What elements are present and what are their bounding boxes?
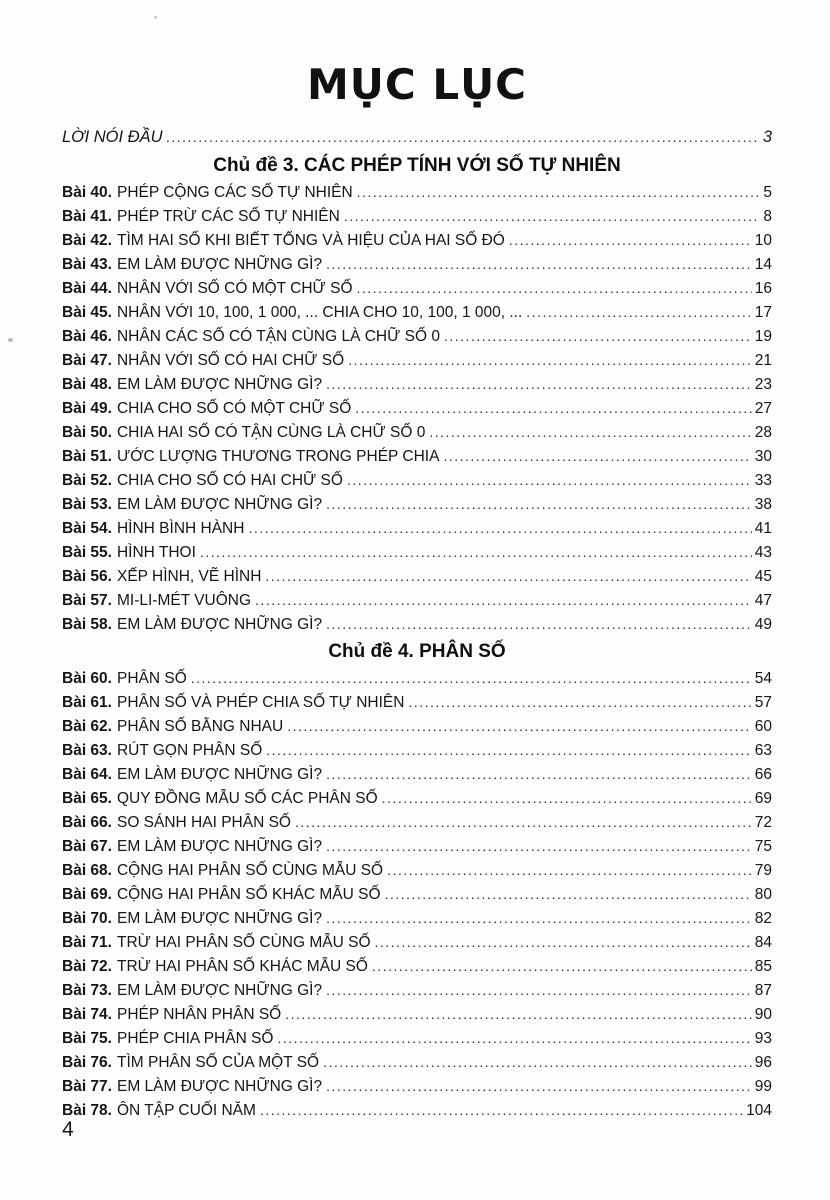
section-entries [62, 666, 772, 1122]
entry-number: Bài 62. [62, 718, 112, 735]
toc-entry-row [62, 468, 772, 492]
page-number: 19 [754, 328, 772, 345]
toc-entry-row [62, 906, 772, 930]
dot-leader [326, 834, 752, 858]
entry-title: EM LÀM ĐƯỢC NHỮNG GÌ? [116, 766, 323, 783]
page-number: 49 [754, 616, 772, 633]
toc-entry-row [62, 372, 772, 396]
entry-title: PHÂN SỐ BẰNG NHAU [116, 718, 284, 735]
entry-title: PHÂN SỐ VÀ PHÉP CHIA SỐ TỰ NHIÊN [116, 694, 405, 711]
folio-page-number: 4 [62, 1118, 74, 1141]
section-heading: Chủ đề 4. PHÂN SỐ [328, 641, 506, 662]
dot-leader [191, 666, 752, 690]
page-number: 72 [754, 814, 772, 831]
page-number: 27 [754, 400, 772, 417]
dot-leader [326, 612, 752, 636]
dot-leader [323, 1050, 752, 1074]
entry-number: Bài 72. [62, 958, 112, 975]
entry-number: Bài 61. [62, 694, 112, 711]
entry-title: EM LÀM ĐƯỢC NHỮNG GÌ? [116, 910, 323, 927]
preface-label: LỜI NÓI ĐẦU [62, 128, 163, 146]
page-number: 60 [754, 718, 772, 735]
entry-title: TRỪ HAI PHÂN SỐ KHÁC MẪU SỐ [116, 958, 368, 975]
dot-leader [326, 372, 752, 396]
entry-number: Bài 66. [62, 814, 112, 831]
toc-entry-row [62, 276, 772, 300]
dot-leader [326, 978, 752, 1002]
toc-entry-row [62, 666, 772, 690]
page-number: 5 [763, 184, 772, 201]
page-number: 79 [754, 862, 772, 879]
page-number: 3 [762, 128, 772, 146]
dot-leader [429, 420, 751, 444]
entry-number: Bài 56. [62, 568, 112, 585]
entry-title: TÌM HAI SỐ KHI BIẾT TỔNG VÀ HIỆU CỦA HAI SỐ ĐÓ [116, 232, 505, 249]
entry-number: Bài 53. [62, 496, 112, 513]
toc-section-2 [62, 638, 772, 1122]
entry-title: EM LÀM ĐƯỢC NHỮNG GÌ? [116, 256, 323, 273]
toc-entry-row [62, 1002, 772, 1026]
toc-entry-row [62, 612, 772, 636]
entry-number: Bài 40. [62, 184, 112, 201]
page-number: 57 [754, 694, 772, 711]
page-number: 90 [754, 1006, 772, 1023]
dot-leader [295, 810, 752, 834]
entry-number: Bài 64. [62, 766, 112, 783]
entry-title: EM LÀM ĐƯỢC NHỮNG GÌ? [116, 376, 323, 393]
entry-number: Bài 51. [62, 448, 112, 465]
entry-number: Bài 76. [62, 1054, 112, 1071]
dot-leader [200, 540, 752, 564]
entry-title: TÌM PHÂN SỐ CỦA MỘT SỐ [116, 1054, 320, 1071]
dot-leader [372, 954, 752, 978]
entry-title: SO SÁNH HAI PHÂN SỐ [116, 814, 291, 831]
dot-leader [277, 1026, 751, 1050]
dot-leader [167, 124, 760, 150]
toc-entry-row [62, 834, 772, 858]
dot-leader [260, 1098, 743, 1122]
preface-row [62, 124, 772, 150]
page-number: 43 [754, 544, 772, 561]
toc-entry-row [62, 1050, 772, 1074]
entry-title: XẾP HÌNH, VẼ HÌNH [116, 568, 262, 585]
entry-title: EM LÀM ĐƯỢC NHỮNG GÌ? [116, 982, 323, 999]
scan-speck [8, 338, 13, 342]
dot-leader [375, 930, 752, 954]
page-number: 87 [754, 982, 772, 999]
page-number: 47 [754, 592, 772, 609]
entry-number: Bài 50. [62, 424, 112, 441]
toc-entry-row [62, 396, 772, 420]
entry-number: Bài 67. [62, 838, 112, 855]
entry-title: PHÉP CHIA PHÂN SỐ [116, 1030, 274, 1047]
entry-number: Bài 73. [62, 982, 112, 999]
entry-title: EM LÀM ĐƯỢC NHỮNG GÌ? [116, 838, 323, 855]
page-number: 33 [754, 472, 772, 489]
dot-leader [408, 690, 751, 714]
page-number: 45 [754, 568, 772, 585]
dot-leader [344, 204, 761, 228]
entry-number: Bài 52. [62, 472, 112, 489]
entry-number: Bài 78. [62, 1102, 112, 1119]
dot-leader [348, 348, 752, 372]
entry-number: Bài 42. [62, 232, 112, 249]
entry-number: Bài 68. [62, 862, 112, 879]
entry-number: Bài 75. [62, 1030, 112, 1047]
toc-entry-row [62, 228, 772, 252]
scan-speck [154, 16, 157, 19]
section-entries [62, 180, 772, 636]
entry-number: Bài 74. [62, 1006, 112, 1023]
dot-leader [355, 396, 751, 420]
entry-number: Bài 65. [62, 790, 112, 807]
toc-entry-row [62, 300, 772, 324]
page-number: 17 [754, 304, 772, 321]
entry-title: CỘNG HAI PHÂN SỐ CÙNG MẪU SỐ [116, 862, 384, 879]
dot-leader [265, 564, 751, 588]
page-number: 21 [754, 352, 772, 369]
entry-number: Bài 57. [62, 592, 112, 609]
entry-title: PHÉP TRỪ CÁC SỐ TỰ NHIÊN [116, 208, 340, 225]
dot-leader [347, 468, 752, 492]
dot-leader [526, 300, 751, 324]
entry-number: Bài 77. [62, 1078, 112, 1095]
entry-title: NHÂN VỚI SỐ CÓ MỘT CHỮ SỐ [116, 280, 353, 297]
toc-content [62, 58, 772, 1122]
toc-entry-row [62, 204, 772, 228]
entry-title: PHÉP CỘNG CÁC SỐ TỰ NHIÊN [116, 184, 353, 201]
entry-title: HÌNH THOI [116, 544, 196, 561]
page-number: 104 [746, 1102, 772, 1119]
entry-number: Bài 41. [62, 208, 112, 225]
dot-leader [387, 858, 752, 882]
entry-number: Bài 71. [62, 934, 112, 951]
dot-leader [357, 276, 752, 300]
page-title: MỤC LỤC [306, 60, 528, 109]
toc-entry-row [62, 252, 772, 276]
page-number: 80 [754, 886, 772, 903]
page-number: 30 [754, 448, 772, 465]
page-number: 75 [754, 838, 772, 855]
page-number: 85 [754, 958, 772, 975]
toc-entry-row [62, 858, 772, 882]
dot-leader [248, 516, 751, 540]
entry-title: PHÂN SỐ [116, 670, 187, 687]
toc-entry-row [62, 492, 772, 516]
entry-title: CỘNG HAI PHÂN SỐ KHÁC MẪU SỐ [116, 886, 381, 903]
entry-title: ÔN TẬP CUỐI NĂM [116, 1102, 256, 1119]
dot-leader [287, 714, 752, 738]
page-number: 69 [754, 790, 772, 807]
toc-entry-row [62, 714, 772, 738]
entry-title: NHÂN CÁC SỐ CÓ TẬN CÙNG LÀ CHỮ SỐ 0 [116, 328, 440, 345]
toc-entry-row [62, 1098, 772, 1122]
toc-entry-row [62, 324, 772, 348]
toc-entry-row [62, 1026, 772, 1050]
toc-entry-row [62, 516, 772, 540]
toc-entry-row [62, 810, 772, 834]
dot-leader [509, 228, 752, 252]
entry-number: Bài 70. [62, 910, 112, 927]
page-number: 8 [763, 208, 772, 225]
page-number: 54 [754, 670, 772, 687]
toc-entry-row [62, 738, 772, 762]
dot-leader [326, 906, 752, 930]
toc-entry-row [62, 420, 772, 444]
page-number: 38 [754, 496, 772, 513]
entry-title: PHÉP NHÂN PHÂN SỐ [116, 1006, 282, 1023]
entry-title: CHIA HAI SỐ CÓ TẬN CÙNG LÀ CHỮ SỐ 0 [116, 424, 426, 441]
dot-leader [443, 444, 751, 468]
toc-entry-row [62, 180, 772, 204]
toc-entry-row [62, 786, 772, 810]
toc-entry-row [62, 1074, 772, 1098]
page-number: 10 [754, 232, 772, 249]
section-heading: Chủ đề 3. CÁC PHÉP TÍNH VỚI SỐ TỰ NHIÊN [213, 155, 621, 176]
toc-entry-row [62, 882, 772, 906]
entry-title: TRỪ HAI PHÂN SỐ CÙNG MẪU SỐ [116, 934, 371, 951]
dot-leader [357, 180, 761, 204]
entry-number: Bài 55. [62, 544, 112, 561]
toc-entry-row [62, 762, 772, 786]
entry-number: Bài 60. [62, 670, 112, 687]
toc-entry-row [62, 930, 772, 954]
entry-title: QUY ĐỒNG MẪU SỐ CÁC PHÂN SỐ [116, 790, 378, 807]
entry-number: Bài 43. [62, 256, 112, 273]
dot-leader [255, 588, 752, 612]
dot-leader [382, 786, 752, 810]
dot-leader [266, 738, 752, 762]
entry-title: EM LÀM ĐƯỢC NHỮNG GÌ? [116, 496, 323, 513]
page-number: 96 [754, 1054, 772, 1071]
toc-entry-row [62, 540, 772, 564]
entry-number: Bài 54. [62, 520, 112, 537]
entry-title: MI-LI-MÉT VUÔNG [116, 592, 252, 609]
entry-title: EM LÀM ĐƯỢC NHỮNG GÌ? [116, 616, 323, 633]
page-number: 28 [754, 424, 772, 441]
dot-leader [326, 1074, 752, 1098]
page-number: 14 [754, 256, 772, 273]
page-number: 82 [754, 910, 772, 927]
toc-entry-row [62, 348, 772, 372]
page-number: 99 [754, 1078, 772, 1095]
entry-title: RÚT GỌN PHÂN SỐ [116, 742, 263, 759]
entry-title: EM LÀM ĐƯỢC NHỮNG GÌ? [116, 1078, 323, 1095]
page-number: 23 [754, 376, 772, 393]
dot-leader [326, 252, 752, 276]
page-number: 16 [754, 280, 772, 297]
entry-title: NHÂN VỚI SỐ CÓ HAI CHỮ SỐ [116, 352, 345, 369]
entry-number: Bài 58. [62, 616, 112, 633]
dot-leader [285, 1002, 752, 1026]
entry-number: Bài 48. [62, 376, 112, 393]
entry-number: Bài 46. [62, 328, 112, 345]
page-number: 93 [754, 1030, 772, 1047]
page-number: 84 [754, 934, 772, 951]
toc-entry-row [62, 978, 772, 1002]
entry-title: ƯỚC LƯỢNG THƯƠNG TRONG PHÉP CHIA [116, 448, 440, 465]
toc-entry-row [62, 444, 772, 468]
entry-number: Bài 47. [62, 352, 112, 369]
entry-title: HÌNH BÌNH HÀNH [116, 520, 245, 537]
toc-entry-row [62, 690, 772, 714]
page-number: 63 [754, 742, 772, 759]
dot-leader [385, 882, 752, 906]
entry-title: NHÂN VỚI 10, 100, 1 000, ... CHIA CHO 10, 100, 1 000, ... [116, 304, 523, 321]
entry-number: Bài 63. [62, 742, 112, 759]
entry-number: Bài 45. [62, 304, 112, 321]
toc-entry-row [62, 588, 772, 612]
toc-entry-row [62, 954, 772, 978]
toc-section-1 [62, 152, 772, 636]
entry-number: Bài 44. [62, 280, 112, 297]
entry-number: Bài 49. [62, 400, 112, 417]
entry-title: CHIA CHO SỐ CÓ MỘT CHỮ SỐ [116, 400, 352, 417]
page-number: 66 [754, 766, 772, 783]
dot-leader [326, 762, 752, 786]
page-number: 41 [754, 520, 772, 537]
dot-leader [326, 492, 752, 516]
entry-number: Bài 69. [62, 886, 112, 903]
entry-title: CHIA CHO SỐ CÓ HAI CHỮ SỐ [116, 472, 343, 489]
toc-entry-row [62, 564, 772, 588]
dot-leader [444, 324, 752, 348]
